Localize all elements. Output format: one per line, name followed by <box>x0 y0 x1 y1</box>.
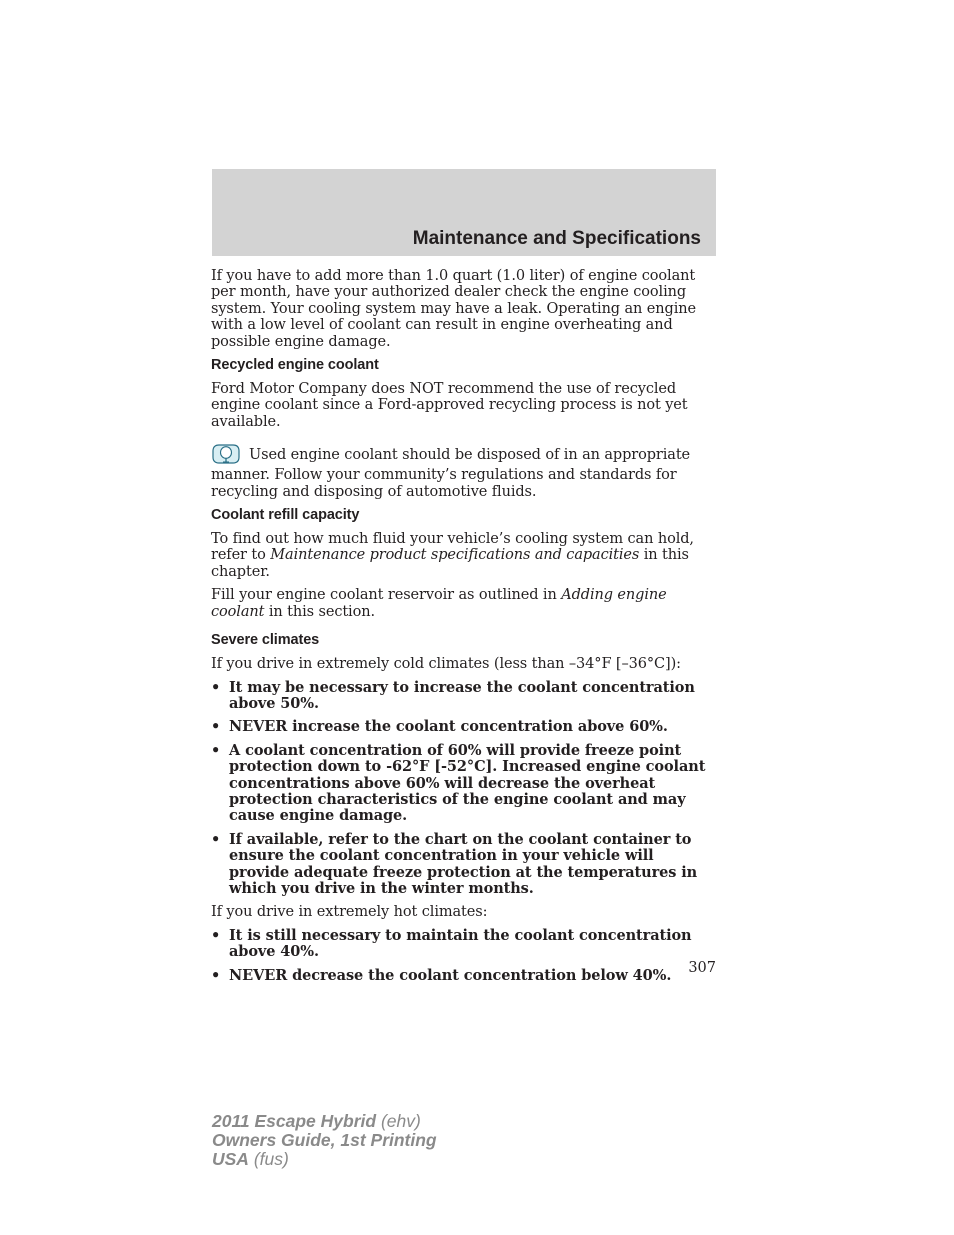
refill-capacity-paragraph-2: Fill your engine coolant reservoir as outlined in Adding engine coolant in this section. <box>211 587 667 620</box>
list-item: • If available, refer to the chart on the coolant container to ensure the coolant concentration in your vehicle will provide adequate freeze protection at the temperatures in which you drive in the winter months. <box>211 830 698 897</box>
document-footer <box>212 1112 437 1169</box>
list-item: • A coolant concentration of 60% will provide freeze point protection down to -62°F [-52°C]. Increased engine coolant concentrations above 60% will decrease the overheat protection characteristics of the engine coolant and may cause engine damage. <box>211 741 706 825</box>
footer-line-2: Owners Guide, 1st Printing <box>212 1130 437 1150</box>
environment-note-text: Used engine coolant should be disposed of in an appropriate manner. Follow your community’s regulations and standards for recycling and disposing of automotive fluids. <box>211 447 691 500</box>
list-item: • It may be necessary to increase the coolant concentration above 50%. <box>211 678 695 712</box>
section-title: Maintenance and Specifications <box>412 228 701 249</box>
capacities-reference: Maintenance product specifications and capacities <box>270 547 640 564</box>
hot-climate-list <box>211 928 717 984</box>
section-header <box>212 169 716 256</box>
recycled-coolant-paragraph: Ford Motor Company does NOT recommend the use of recycled engine coolant since a Ford-approved recycling process is not yet available. <box>211 381 688 430</box>
adding-coolant-reference: Adding engine coolant <box>211 587 667 620</box>
hot-climate-intro: If you drive in extremely hot climates: <box>211 904 488 921</box>
list-item: • NEVER increase the coolant concentration above 60%. <box>211 718 668 736</box>
recycled-coolant-heading: Recycled engine coolant <box>211 357 379 374</box>
list-item: • It is still necessary to maintain the coolant concentration above 40%. <box>211 926 692 961</box>
page-number: 307 <box>688 960 716 976</box>
refill-capacity-paragraph-1: To find out how much fluid your vehicle’s cooling system can hold, refer to Maintenance product specifications and capacities in this chapter. <box>211 531 694 580</box>
list-item: • NEVER decrease the coolant concentration below 40%. <box>211 966 672 984</box>
footer-line-3: USA (fus) <box>212 1149 289 1169</box>
cold-climate-list <box>211 680 717 898</box>
refill-capacity-heading: Coolant refill capacity <box>211 507 360 524</box>
severe-climates-heading: Severe climates <box>211 632 320 649</box>
recycle-tree-icon <box>211 443 241 467</box>
page-content <box>211 268 717 991</box>
intro-paragraph: If you have to add more than 1.0 quart (1.0 liter) of engine coolant per month, have your authorized dealer check the engine cooling system. Your cooling system may have a leak. Operating an engine with a low level of coolant can result in engine overheating and possible engine damage. <box>211 268 696 350</box>
cold-climate-intro: If you drive in extremely cold climates (less than –34°F [–36°C]): <box>211 656 681 673</box>
footer-line-1: 2011 Escape Hybrid (ehv) <box>212 1111 421 1131</box>
environment-note <box>211 443 717 500</box>
